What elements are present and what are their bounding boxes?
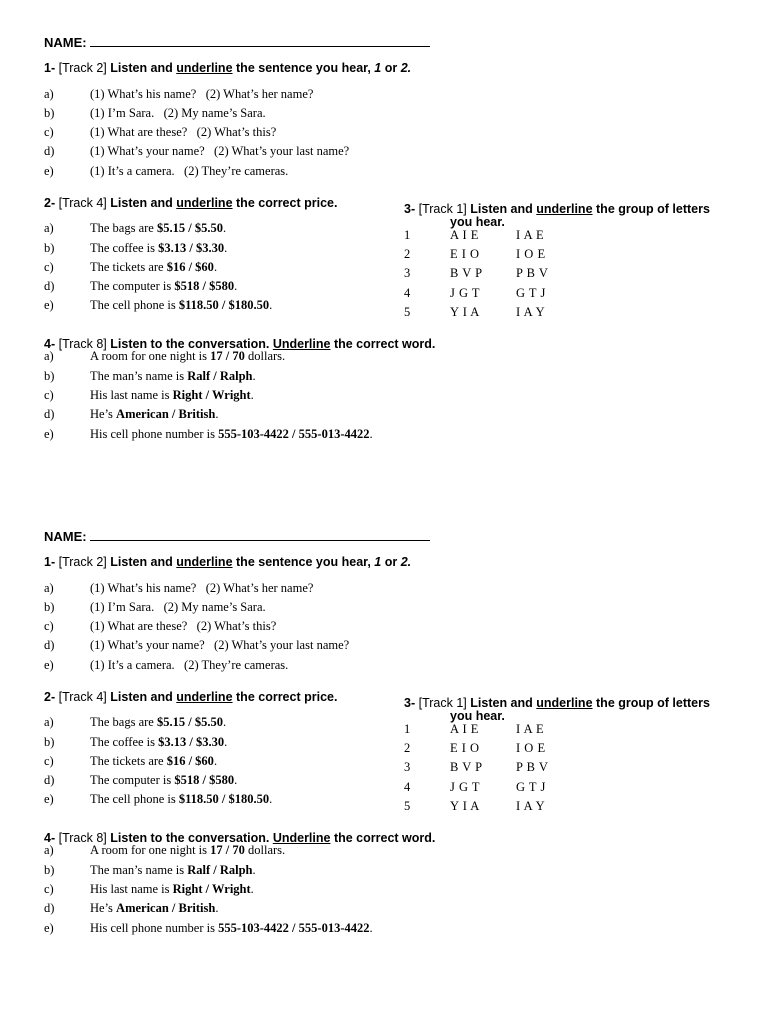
row-number: 2 bbox=[404, 741, 411, 755]
name-row bbox=[44, 529, 430, 544]
item-sentence bbox=[90, 773, 237, 788]
item-label: c) bbox=[44, 388, 54, 402]
item-sentence bbox=[90, 863, 256, 878]
section-2-instruction-underline: underline bbox=[176, 196, 233, 210]
section-2-item[interactable] bbox=[44, 298, 384, 314]
item-label: d) bbox=[44, 407, 55, 421]
item-pre: The computer is bbox=[90, 773, 175, 787]
section-3-heading-line-2: you hear. bbox=[450, 709, 505, 723]
item-sentences: (1) What are these? (2) What’s this? bbox=[90, 619, 277, 633]
section-2-item[interactable] bbox=[44, 754, 384, 770]
word-choice[interactable]: American / British bbox=[116, 407, 216, 421]
section-1-option-2: 2. bbox=[400, 555, 412, 569]
section-1-instruction-pre: Listen and bbox=[110, 61, 173, 75]
letter-group-option-2[interactable]: I A E bbox=[516, 722, 545, 736]
price-choice[interactable]: $118.50 / $180.50 bbox=[178, 298, 270, 312]
letter-group-option-1[interactable]: J G T bbox=[450, 286, 481, 300]
section-1-number: 1- bbox=[44, 555, 56, 569]
item-label: e) bbox=[44, 658, 54, 672]
item-label: b) bbox=[44, 863, 55, 877]
letter-group-option-2[interactable]: I A Y bbox=[516, 799, 546, 813]
section-2-item[interactable] bbox=[44, 260, 384, 276]
letter-group-option-1[interactable]: B V P bbox=[450, 266, 483, 280]
section-4-instruction-text: Listen to the conversation. bbox=[110, 831, 270, 845]
letter-group-option-2[interactable]: I A E bbox=[516, 228, 545, 242]
item-post: . bbox=[213, 754, 218, 768]
item-label: b) bbox=[44, 241, 55, 255]
item-pre: The coffee is bbox=[90, 241, 159, 255]
item-label: b) bbox=[44, 735, 55, 749]
section-3-heading bbox=[404, 202, 710, 216]
item-pre: A room for one night is bbox=[90, 349, 211, 363]
item-sentence bbox=[90, 388, 254, 403]
letter-group-row[interactable] bbox=[404, 228, 604, 244]
item-post: . bbox=[234, 773, 238, 787]
price-choice[interactable]: $118.50 / $180.50 bbox=[178, 792, 270, 806]
item-sentences: (1) It’s a camera. (2) They’re cameras. bbox=[90, 164, 289, 178]
item-sentence bbox=[90, 369, 256, 384]
item-sentence bbox=[90, 298, 272, 313]
word-choice[interactable]: Right / Wright bbox=[172, 388, 251, 402]
price-choice[interactable]: $3.13 / $3.30 bbox=[158, 241, 225, 255]
section-2-instruction-underline: underline bbox=[176, 690, 233, 704]
item-post: . bbox=[250, 388, 254, 402]
section-1-track: [Track 2] bbox=[58, 61, 107, 75]
section-1-item[interactable] bbox=[44, 638, 444, 654]
item-sentence bbox=[90, 882, 254, 897]
section-4-item[interactable] bbox=[44, 369, 464, 385]
item-pre: The bags are bbox=[90, 715, 157, 729]
item-post: . bbox=[224, 735, 228, 749]
section-1-option-1: 1 bbox=[374, 555, 382, 569]
item-label: c) bbox=[44, 882, 54, 896]
section-1-heading bbox=[44, 61, 411, 75]
letter-group-option-1[interactable]: J G T bbox=[450, 780, 481, 794]
price-choice[interactable]: $518 / $580 bbox=[174, 773, 235, 787]
item-label: d) bbox=[44, 144, 55, 158]
item-label: c) bbox=[44, 260, 54, 274]
letter-group-row[interactable] bbox=[404, 760, 604, 776]
section-2-heading bbox=[44, 690, 337, 704]
section-2-number: 2- bbox=[44, 196, 56, 210]
item-label: a) bbox=[44, 843, 54, 857]
section-2-item[interactable] bbox=[44, 773, 384, 789]
letter-group-option-1[interactable]: E I O bbox=[450, 741, 480, 755]
word-choice[interactable]: 555-103-4422 / 555-013-4422 bbox=[218, 427, 370, 441]
section-3-heading bbox=[404, 696, 710, 710]
letter-group-option-1[interactable]: A I E bbox=[450, 722, 479, 736]
section-3-heading-line-2: you hear. bbox=[450, 215, 505, 229]
section-1-option-1: 1 bbox=[374, 61, 382, 75]
item-label: b) bbox=[44, 600, 55, 614]
item-label: c) bbox=[44, 125, 54, 139]
item-label: c) bbox=[44, 754, 54, 768]
item-label: d) bbox=[44, 901, 55, 915]
item-sentence bbox=[90, 407, 218, 422]
name-row bbox=[44, 35, 430, 50]
section-1-instruction-post: the sentence you hear, bbox=[236, 61, 371, 75]
section-2-instruction-post: the correct price. bbox=[236, 196, 338, 210]
letter-group-option-2[interactable]: I O E bbox=[516, 741, 546, 755]
letter-group-option-1[interactable]: E I O bbox=[450, 247, 480, 261]
item-post: . bbox=[224, 241, 228, 255]
item-sentence bbox=[90, 921, 373, 936]
letter-group-row[interactable] bbox=[404, 305, 604, 321]
item-sentence bbox=[90, 843, 285, 858]
section-2-track: [Track 4] bbox=[58, 690, 107, 704]
item-label: e) bbox=[44, 164, 54, 178]
row-number: 5 bbox=[404, 305, 411, 319]
section-2-track: [Track 4] bbox=[58, 196, 107, 210]
item-pre: The bags are bbox=[90, 221, 157, 235]
section-1-instruction-underline: underline bbox=[176, 555, 233, 569]
item-pre: The cell phone is bbox=[90, 792, 179, 806]
section-1-item[interactable] bbox=[44, 619, 444, 635]
item-post: . bbox=[269, 792, 273, 806]
price-choice[interactable]: $3.13 / $3.30 bbox=[158, 735, 225, 749]
section-1-or: or bbox=[384, 61, 398, 75]
section-4-item[interactable] bbox=[44, 388, 464, 404]
section-1-item[interactable] bbox=[44, 600, 444, 616]
item-sentences: (1) I’m Sara. (2) My name’s Sara. bbox=[90, 600, 266, 614]
letter-group-option-2[interactable]: I A Y bbox=[516, 305, 546, 319]
letter-group-option-2[interactable]: I O E bbox=[516, 247, 546, 261]
item-sentences: (1) It’s a camera. (2) They’re cameras. bbox=[90, 658, 289, 672]
item-sentence bbox=[90, 901, 218, 916]
row-number: 3 bbox=[404, 266, 411, 280]
section-4-number: 4- bbox=[44, 337, 56, 351]
section-1-item[interactable] bbox=[44, 581, 444, 597]
letter-group-option-2[interactable]: P B V bbox=[516, 760, 549, 774]
item-post: . bbox=[269, 298, 273, 312]
name-blank-line[interactable] bbox=[90, 529, 430, 541]
price-choice[interactable]: $16 / $60 bbox=[166, 260, 214, 274]
price-choice[interactable]: $16 / $60 bbox=[166, 754, 214, 768]
section-2-item[interactable] bbox=[44, 715, 384, 731]
item-sentence bbox=[90, 427, 373, 442]
section-3-instruction-post: the group of letters bbox=[596, 202, 710, 216]
letter-group-row[interactable] bbox=[404, 286, 604, 302]
item-sentence bbox=[90, 279, 237, 294]
item-label: e) bbox=[44, 298, 54, 312]
letter-group-option-2[interactable]: G T J bbox=[516, 286, 546, 300]
section-2-instruction-pre: Listen and bbox=[110, 196, 173, 210]
section-2-item[interactable] bbox=[44, 279, 384, 295]
item-label: b) bbox=[44, 369, 55, 383]
item-label: d) bbox=[44, 773, 55, 787]
item-sentence bbox=[90, 754, 217, 769]
item-post: . bbox=[252, 863, 256, 877]
item-label: a) bbox=[44, 87, 54, 101]
item-label: e) bbox=[44, 427, 54, 441]
item-post: dollars. bbox=[244, 843, 286, 857]
item-sentence bbox=[90, 715, 226, 730]
item-sentences: (1) I’m Sara. (2) My name’s Sara. bbox=[90, 106, 266, 120]
word-choice[interactable]: Ralf / Ralph bbox=[187, 863, 253, 877]
letter-group-row[interactable] bbox=[404, 266, 604, 282]
row-number: 4 bbox=[404, 286, 411, 300]
section-2-item[interactable] bbox=[44, 241, 384, 257]
item-pre: The man’s name is bbox=[90, 369, 188, 383]
letter-group-option-1[interactable]: Y I A bbox=[450, 305, 480, 319]
letter-group-option-2[interactable]: P B V bbox=[516, 266, 549, 280]
section-1-item[interactable] bbox=[44, 87, 444, 103]
name-label: NAME: bbox=[44, 35, 87, 50]
item-sentences: (1) What’s his name? (2) What’s her name? bbox=[90, 87, 314, 101]
word-choice[interactable]: Right / Wright bbox=[172, 882, 251, 896]
item-pre: The coffee is bbox=[90, 735, 159, 749]
item-label: b) bbox=[44, 106, 55, 120]
item-sentences: (1) What’s your name? (2) What’s your last name? bbox=[90, 638, 350, 652]
section-4-instruction-post: the correct word. bbox=[333, 831, 436, 845]
section-2-heading bbox=[44, 196, 337, 210]
row-number: 3 bbox=[404, 760, 411, 774]
item-post: . bbox=[234, 279, 238, 293]
item-label: a) bbox=[44, 349, 54, 363]
item-sentence bbox=[90, 792, 272, 807]
price-choice[interactable]: $5.15 / $5.50 bbox=[156, 715, 223, 729]
section-1-instruction-underline: underline bbox=[176, 61, 233, 75]
section-1-or: or bbox=[384, 555, 398, 569]
item-label: a) bbox=[44, 715, 54, 729]
letter-group-option-1[interactable]: Y I A bbox=[450, 799, 480, 813]
item-label: d) bbox=[44, 279, 55, 293]
item-label: c) bbox=[44, 619, 54, 633]
item-pre: He’s bbox=[90, 407, 117, 421]
section-2-item[interactable] bbox=[44, 792, 384, 808]
section-4-track: [Track 8] bbox=[58, 831, 107, 845]
section-3-instruction-pre: Listen and bbox=[470, 696, 533, 710]
word-choice[interactable]: 17 / 70 bbox=[210, 843, 245, 857]
item-label: a) bbox=[44, 581, 54, 595]
item-label: e) bbox=[44, 792, 54, 806]
item-sentence bbox=[90, 221, 226, 236]
section-4-item[interactable] bbox=[44, 921, 464, 937]
section-4-item[interactable] bbox=[44, 407, 464, 423]
item-post: . bbox=[215, 407, 219, 421]
item-pre: The man’s name is bbox=[90, 863, 188, 877]
section-1-instruction-post: the sentence you hear, bbox=[236, 555, 371, 569]
word-choice[interactable]: American / British bbox=[116, 901, 216, 915]
item-pre: He’s bbox=[90, 901, 117, 915]
item-pre: His cell phone number is bbox=[90, 921, 219, 935]
item-pre: The tickets are bbox=[90, 754, 167, 768]
section-1-item[interactable] bbox=[44, 106, 444, 122]
section-3-number: 3- bbox=[404, 696, 416, 710]
item-pre: The tickets are bbox=[90, 260, 167, 274]
section-3-track: [Track 1] bbox=[418, 696, 467, 710]
item-pre: His last name is bbox=[90, 882, 173, 896]
item-pre: His last name is bbox=[90, 388, 173, 402]
item-post: . bbox=[369, 921, 373, 935]
item-post: . bbox=[215, 901, 219, 915]
section-2-number: 2- bbox=[44, 690, 56, 704]
section-4-item[interactable] bbox=[44, 863, 464, 879]
item-sentences: (1) What’s your name? (2) What’s your last name? bbox=[90, 144, 350, 158]
item-post: dollars. bbox=[244, 349, 286, 363]
row-number: 5 bbox=[404, 799, 411, 813]
section-4-item[interactable] bbox=[44, 901, 464, 917]
letter-group-row[interactable] bbox=[404, 722, 604, 738]
section-2-item[interactable] bbox=[44, 735, 384, 751]
item-label: d) bbox=[44, 638, 55, 652]
row-number: 1 bbox=[404, 722, 411, 736]
section-1-track: [Track 2] bbox=[58, 555, 107, 569]
section-1-heading bbox=[44, 555, 411, 569]
section-1-instruction-pre: Listen and bbox=[110, 555, 173, 569]
section-4-instruction-underline: Underline bbox=[272, 337, 331, 351]
worksheet-copy bbox=[0, 0, 768, 470]
item-post: . bbox=[222, 221, 227, 235]
item-sentence bbox=[90, 735, 227, 750]
item-post: . bbox=[213, 260, 218, 274]
section-4-item[interactable] bbox=[44, 882, 464, 898]
item-post: . bbox=[250, 882, 254, 896]
row-number: 4 bbox=[404, 780, 411, 794]
item-post: . bbox=[369, 427, 373, 441]
section-3-track: [Track 1] bbox=[418, 202, 467, 216]
letter-group-option-2[interactable]: G T J bbox=[516, 780, 546, 794]
section-3-instruction-post: the group of letters bbox=[596, 696, 710, 710]
word-choice[interactable]: Ralf / Ralph bbox=[187, 369, 253, 383]
item-sentence bbox=[90, 260, 217, 275]
row-number: 1 bbox=[404, 228, 411, 242]
item-post: . bbox=[252, 369, 256, 383]
worksheet-copy bbox=[0, 494, 768, 964]
section-4-track: [Track 8] bbox=[58, 337, 107, 351]
section-1-number: 1- bbox=[44, 61, 56, 75]
word-choice[interactable]: 17 / 70 bbox=[210, 349, 245, 363]
section-4-instruction-post: the correct word. bbox=[333, 337, 436, 351]
item-sentences: (1) What’s his name? (2) What’s her name? bbox=[90, 581, 314, 595]
section-4-item[interactable] bbox=[44, 427, 464, 443]
item-sentences: (1) What are these? (2) What’s this? bbox=[90, 125, 277, 139]
item-label: e) bbox=[44, 921, 54, 935]
item-label: a) bbox=[44, 221, 54, 235]
section-1-item[interactable] bbox=[44, 144, 444, 160]
section-4-instruction-text: Listen to the conversation. bbox=[110, 337, 270, 351]
section-3-instruction-underline: underline bbox=[536, 202, 593, 216]
section-2-item[interactable] bbox=[44, 221, 384, 237]
letter-group-option-1[interactable]: B V P bbox=[450, 760, 483, 774]
section-2-instruction-pre: Listen and bbox=[110, 690, 173, 704]
letter-group-row[interactable] bbox=[404, 247, 604, 263]
name-blank-line[interactable] bbox=[90, 35, 430, 47]
letter-group-row[interactable] bbox=[404, 741, 604, 757]
section-1-option-2: 2. bbox=[400, 61, 412, 75]
section-4-instruction-underline: Underline bbox=[272, 831, 331, 845]
section-4-item[interactable] bbox=[44, 349, 464, 365]
letter-group-row[interactable] bbox=[404, 780, 604, 796]
section-1-item[interactable] bbox=[44, 658, 444, 674]
row-number: 2 bbox=[404, 247, 411, 261]
item-sentence bbox=[90, 241, 227, 256]
section-3-instruction-pre: Listen and bbox=[470, 202, 533, 216]
section-1-item[interactable] bbox=[44, 125, 444, 141]
name-label: NAME: bbox=[44, 529, 87, 544]
section-1-item[interactable] bbox=[44, 164, 444, 180]
item-pre: His cell phone number is bbox=[90, 427, 219, 441]
section-2-instruction-post: the correct price. bbox=[236, 690, 338, 704]
section-3-number: 3- bbox=[404, 202, 416, 216]
letter-group-option-1[interactable]: A I E bbox=[450, 228, 479, 242]
section-4-number: 4- bbox=[44, 831, 56, 845]
price-choice[interactable]: $518 / $580 bbox=[174, 279, 235, 293]
letter-group-row[interactable] bbox=[404, 799, 604, 815]
item-pre: The computer is bbox=[90, 279, 175, 293]
item-sentence bbox=[90, 349, 285, 364]
section-3-instruction-underline: underline bbox=[536, 696, 593, 710]
item-pre: A room for one night is bbox=[90, 843, 211, 857]
item-pre: The cell phone is bbox=[90, 298, 179, 312]
price-choice[interactable]: $5.15 / $5.50 bbox=[156, 221, 223, 235]
section-4-item[interactable] bbox=[44, 843, 464, 859]
word-choice[interactable]: 555-103-4422 / 555-013-4422 bbox=[218, 921, 370, 935]
item-post: . bbox=[222, 715, 227, 729]
